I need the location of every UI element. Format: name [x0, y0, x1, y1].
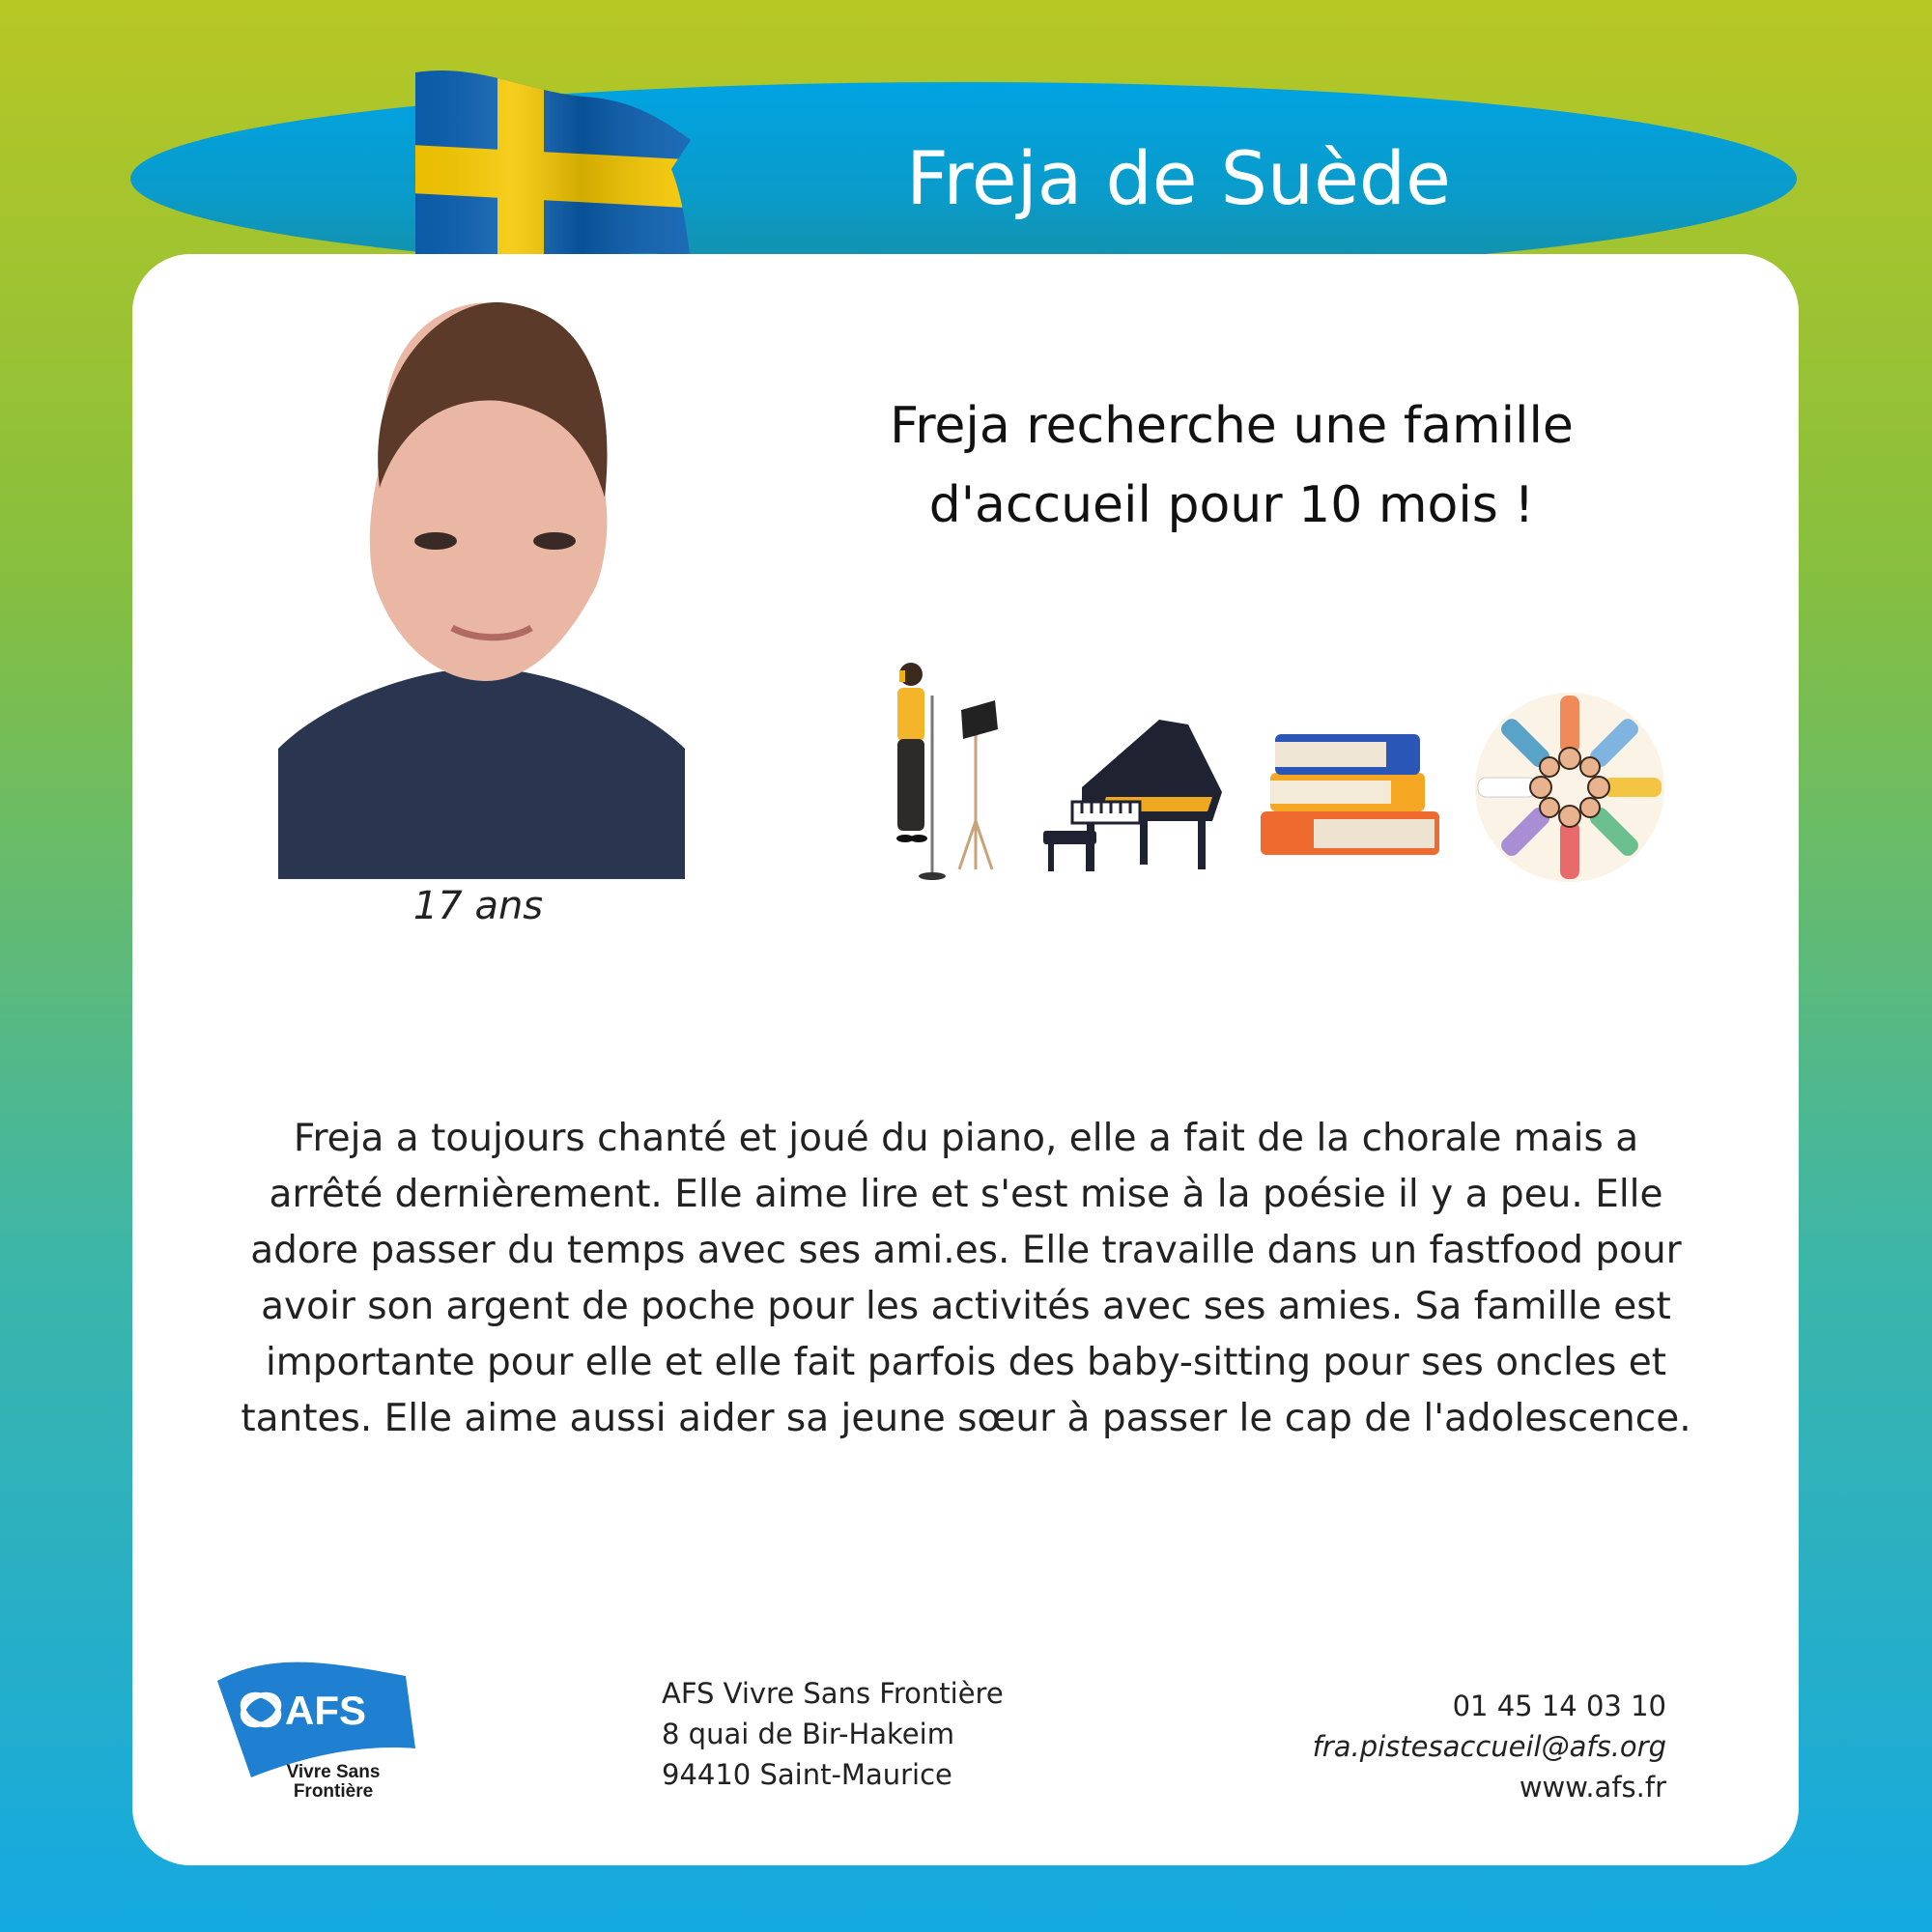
sweden-flag-icon: [411, 68, 696, 266]
singer-icon: [884, 657, 1000, 884]
page-title: Freja de Suède: [906, 135, 1451, 221]
address-line-2: 8 quai de Bir-Hakeim: [662, 1718, 954, 1750]
description-line: avoir son argent de poche pour les activités avec ses amies. Sa famille est: [261, 1285, 1671, 1328]
age-label: 17 ans: [412, 884, 544, 928]
headline-line-1: Freja recherche une famille: [890, 397, 1574, 455]
phone-number[interactable]: 01 45 14 03 10: [1452, 1690, 1666, 1722]
afs-logo-tagline: [251, 1763, 415, 1802]
afs-logo-brand: AFS: [285, 1688, 366, 1733]
books-icon: [1261, 720, 1444, 869]
profile-photo: [278, 295, 685, 879]
description-line: adore passer du temps avec ses ami.es. Elle travaille dans un fastfood pour: [250, 1229, 1682, 1272]
description: [184, 1111, 1748, 1447]
headline: [811, 386, 1652, 545]
website-link[interactable]: www.afs.fr: [1519, 1771, 1666, 1804]
contact-block: [1212, 1686, 1666, 1807]
friends-circle-icon: [1473, 691, 1666, 884]
description-line: arrêté dernièrement. Elle aime lire et s'est mise à la poésie il y a peu. Elle: [269, 1173, 1663, 1216]
address-line-1: AFS Vivre Sans Frontière: [662, 1677, 1004, 1710]
email-link[interactable]: fra.pistesaccueil@afs.org: [1312, 1730, 1666, 1763]
afs-tagline-line-2: Frontière: [293, 1781, 374, 1802]
headline-line-2: d'accueil pour 10 mois !: [928, 476, 1535, 534]
address-line-3: 94410 Saint-Maurice: [662, 1758, 952, 1791]
description-line: Freja a toujours chanté et joué du piano, elle a fait de la chorale mais a: [293, 1117, 1639, 1160]
description-line: importante pour elle et elle fait parfois des baby-sitting pour ses oncles et: [265, 1341, 1667, 1384]
piano-icon: [1043, 705, 1227, 879]
afs-tagline-line-1: Vivre Sans: [286, 1762, 381, 1782]
address-block: [662, 1673, 1125, 1795]
description-line: tantes. Elle aime aussi aider sa jeune sœur à passer le cap de l'adolescence.: [241, 1397, 1691, 1440]
